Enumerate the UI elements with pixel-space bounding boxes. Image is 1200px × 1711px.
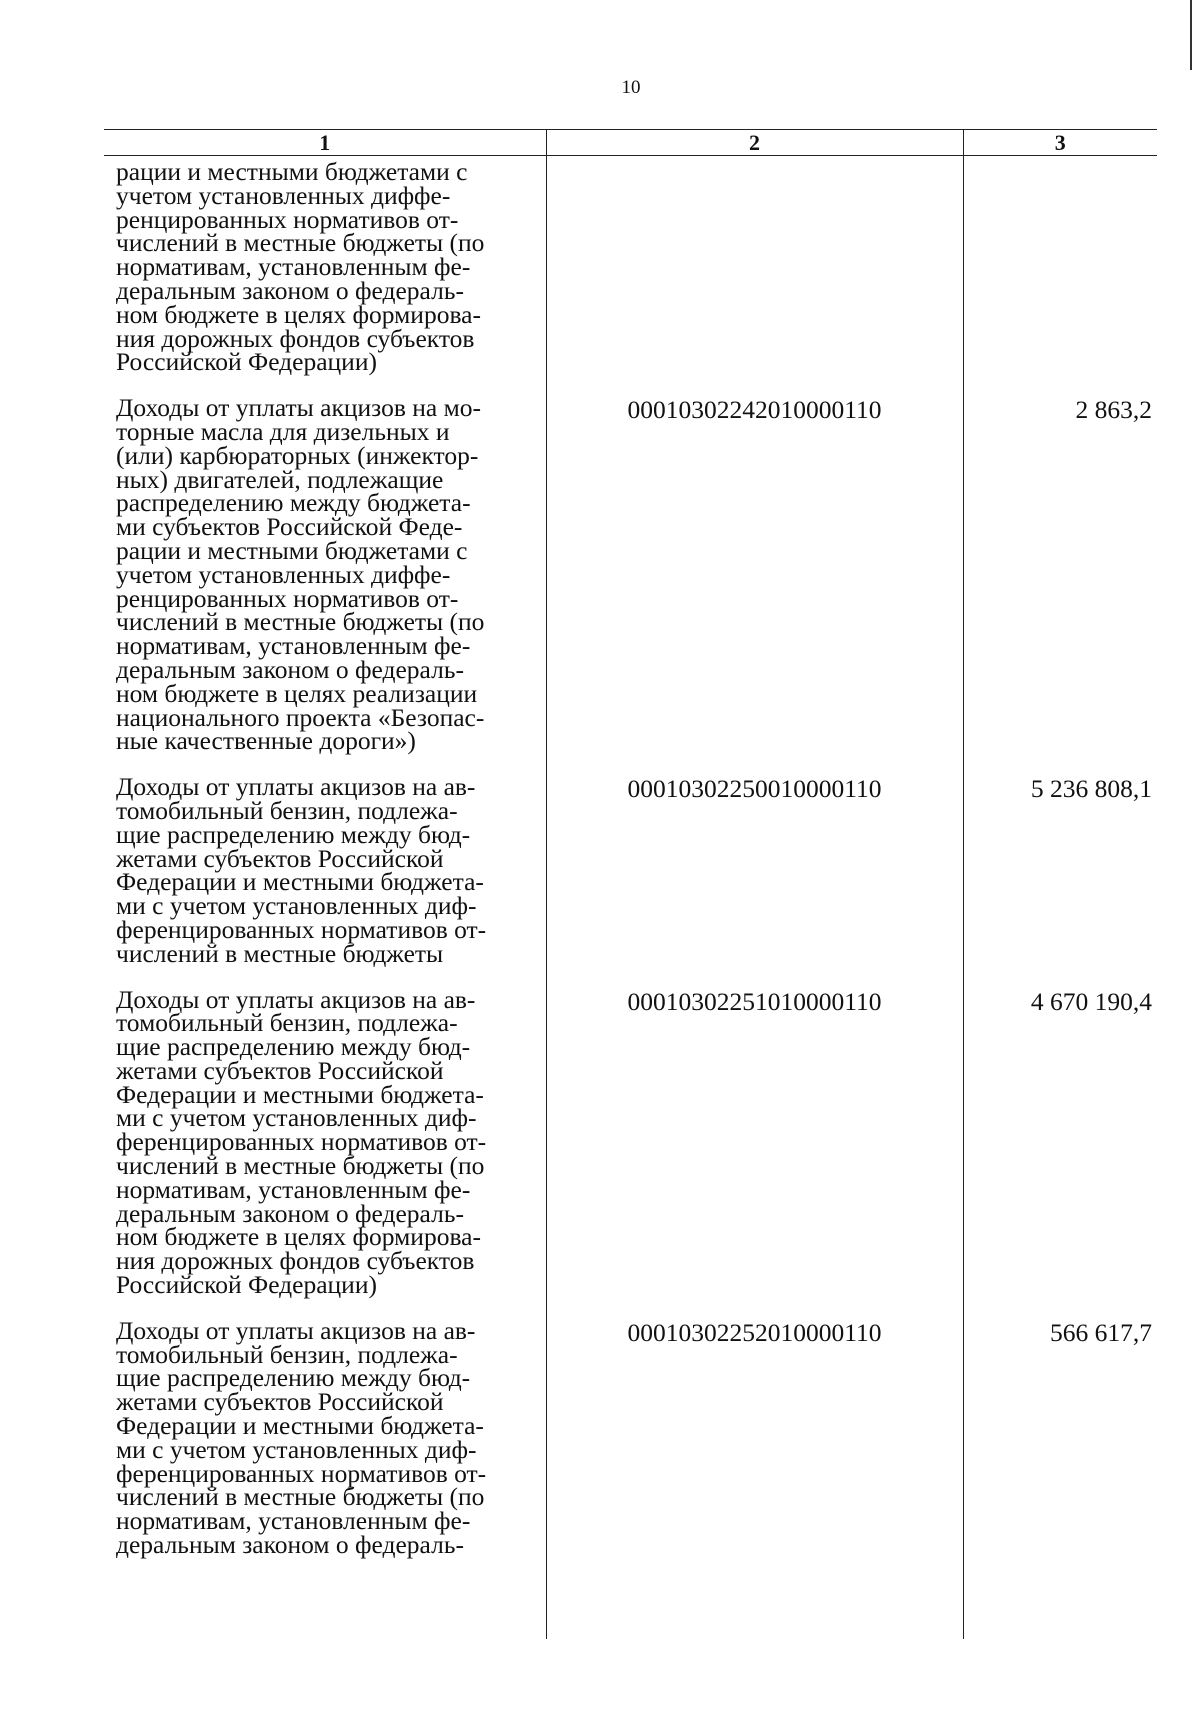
revenue-amount-cell: 566 617,7: [963, 1319, 1157, 1639]
revenue-amount-cell: [963, 156, 1157, 397]
revenue-code-cell: 00010302252010000110: [546, 1319, 963, 1639]
revenue-amount-cell: 5 236 808,1: [963, 775, 1157, 987]
scan-edge-line: [1190, 0, 1192, 70]
revenue-name-cell: Доходы от уплаты акцизов на мо- торные масла для дизельных и (или) карбюраторных (инжектор- ных) двигателей, подлежащие распределению между бюджета- ми субъектов Российской Феде- рации и местными бюджетами с учетом установленных диффе- ренцированных нормативов от- числений в местные бюджеты (по нормативам, установленным фе- деральным законом о федераль- ном бюджете в целях реализации национального проекта «Безопас- ные качественные дороги»): [116, 393, 485, 756]
revenue-code-cell: 00010302242010000110: [546, 396, 963, 775]
table-row: [104, 396, 1157, 775]
table-row: [104, 775, 1157, 987]
table-row: [104, 988, 1157, 1319]
revenue-amount-cell: 4 670 190,4: [963, 988, 1157, 1319]
column-header-2: 2: [546, 130, 963, 156]
revenue-code-cell: 00010302250010000110: [546, 775, 963, 987]
revenue-code-cell: 00010302251010000110: [546, 988, 963, 1319]
page-number: 10: [621, 77, 641, 98]
revenue-name-cell: Доходы от уплаты акцизов на ав- томобильный бензин, подлежа- щие распределению между бюд- жетами субъектов Российской Федерации и местными бюджета- ми с учетом установленных диф- ференцированных нормативов от- числений в местные бюджеты (по нормативам, установленным фе- деральным законом о федераль- ном бюджете в целях формирова- ния дорожных фондов субъектов Российской Федерации): [116, 984, 487, 1300]
table-row: [104, 1319, 1157, 1639]
revenue-name-cell: Доходы от уплаты акцизов на ав- томобильный бензин, подлежа- щие распределению между бюд- жетами субъектов Российской Федерации и местными бюджета- ми с учетом установленных диф- ференцированных нормативов от- числений в местные бюджеты (по нормативам, установленным фе- деральным законом о федераль-: [116, 1315, 487, 1560]
revenue-amount-cell: 2 863,2: [963, 396, 1157, 775]
revenue-table: [104, 129, 1157, 1639]
revenue-name-cell: рации и местными бюджетами с учетом установленных диффе- ренцированных нормативов от- числений в местные бюджеты (по нормативам, установленным фе- деральным законом о федераль- ном бюджете в целях формирова- ния дорожных фондов субъектов Российской Федерации): [116, 157, 485, 377]
table-header-row: [104, 130, 1157, 156]
column-header-1: 1: [104, 130, 546, 156]
revenue-code-cell: [546, 156, 963, 397]
column-header-3: 3: [963, 130, 1157, 156]
table-row: [104, 156, 1157, 397]
revenue-name-cell: Доходы от уплаты акцизов на ав- томобильный бензин, подлежа- щие распределению между бюд- жетами субъектов Российской Федерации и местными бюджета- ми с учетом установленных диф- ференцированных нормативов от- числений в местные бюджеты: [116, 772, 487, 968]
